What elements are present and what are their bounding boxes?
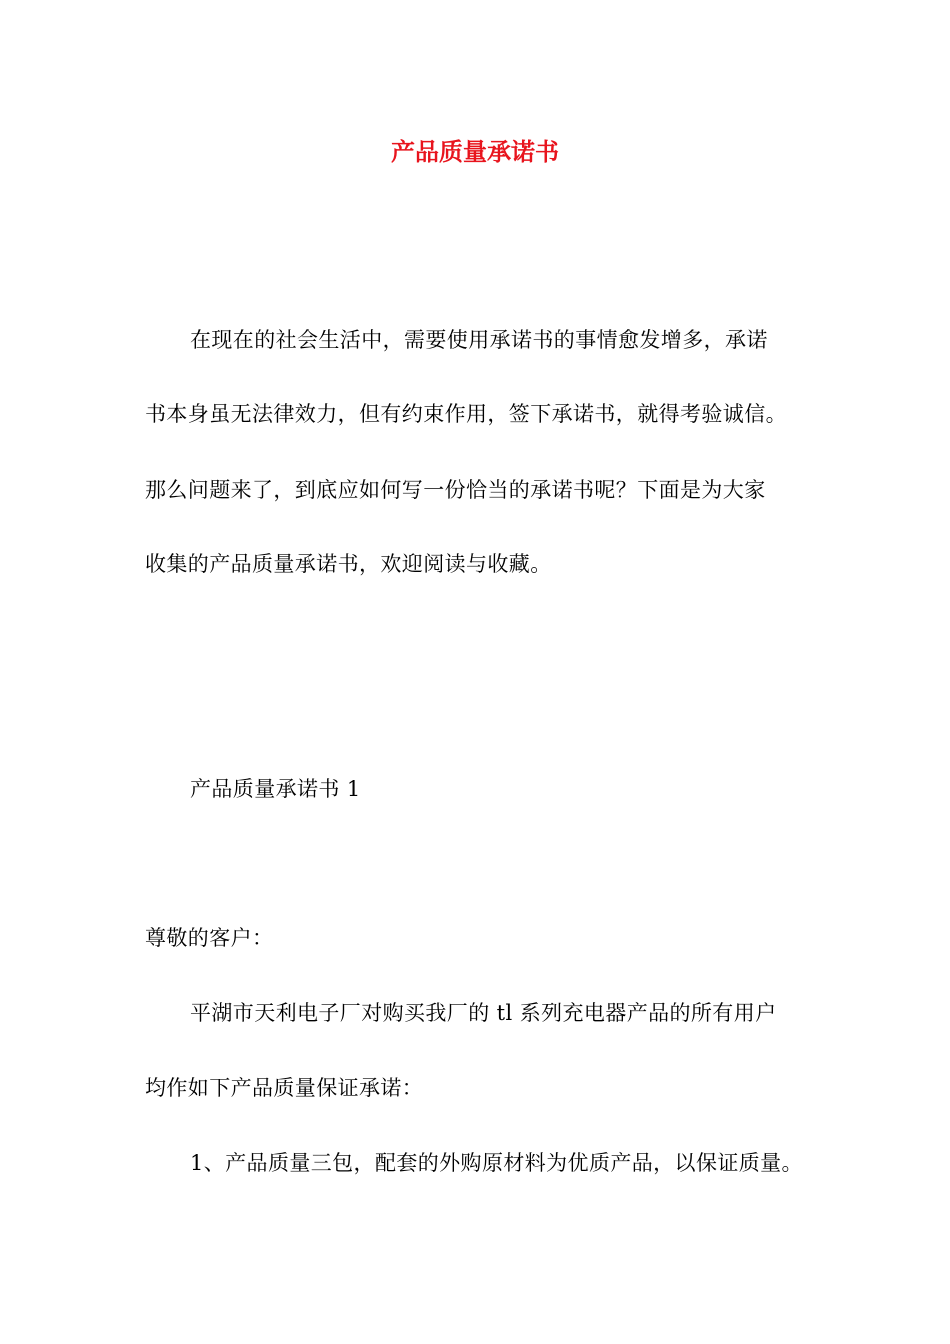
intro-line-2: 书本身虽无法律效力，但有约束作用，签下承诺书，就得考验诚信。 xyxy=(145,402,787,426)
intro-line-4: 收集的产品质量承诺书，欢迎阅读与收藏。 xyxy=(145,552,552,576)
salutation: 尊敬的客户： xyxy=(145,926,274,950)
intro-line-3: 那么问题来了，到底应如何写一份恰当的承诺书呢？下面是为大家 xyxy=(145,478,766,502)
document-title: 产品质量承诺书 xyxy=(391,137,559,166)
body-line-2: 均作如下产品质量保证承诺： xyxy=(145,1076,424,1100)
list-item-1: 1、产品质量三包，配套的外购原材料为优质产品，以保证质量。 xyxy=(190,1151,803,1175)
body-line-1: 平湖市天利电子厂对购买我厂的 tl 系列充电器产品的所有用户 xyxy=(190,1001,777,1025)
section-heading: 产品质量承诺书 1 xyxy=(190,777,361,801)
intro-line-1: 在现在的社会生活中，需要使用承诺书的事情愈发增多，承诺 xyxy=(190,328,768,352)
